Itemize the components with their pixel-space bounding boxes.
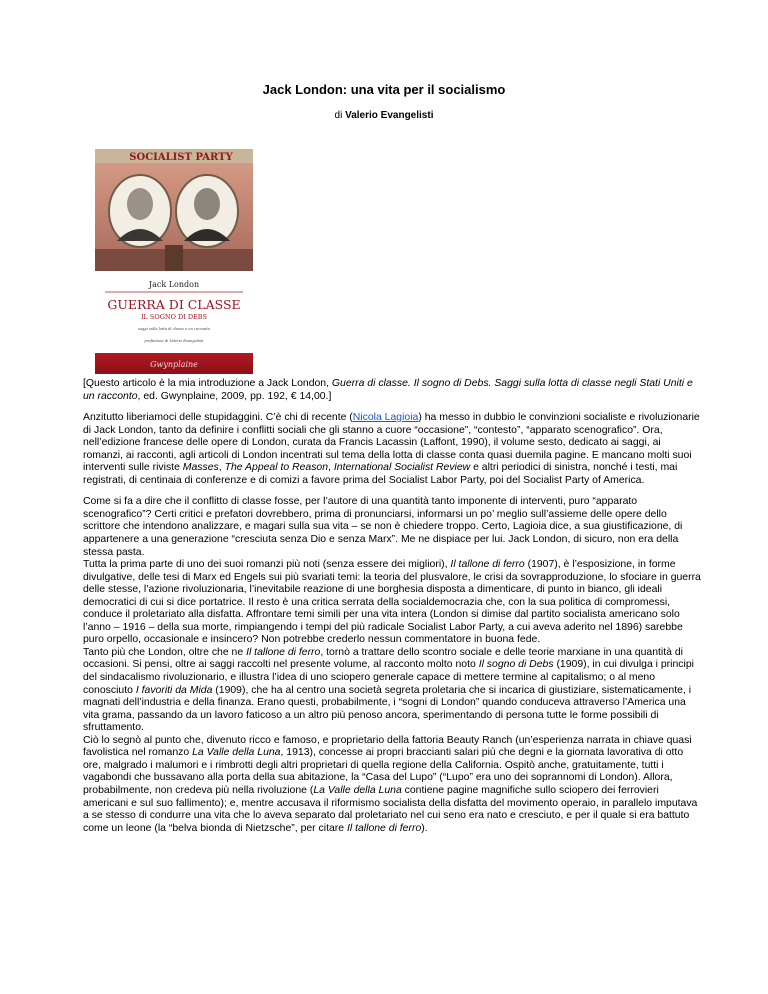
book-cover-image	[95, 149, 253, 374]
paragraph-3	[83, 559, 703, 647]
article-title: Jack London: una vita per il socialismo	[262, 82, 506, 97]
intro-note	[83, 378, 703, 403]
intro-text: [Questo articolo è la mia introduzione a Jack London,	[83, 378, 332, 389]
p1-review: International Socialist Review	[333, 462, 471, 474]
paragraph-4	[83, 647, 703, 735]
cover-small-line: saggi sulla lotta di classe e un racconto	[138, 327, 210, 331]
p3-title: Il tallone di ferro	[450, 559, 525, 571]
paragraph-1	[83, 412, 703, 487]
paragraph-5	[83, 735, 703, 835]
p1-text-2: ) ha messo in dubbio le convinzioni socialiste e rivoluzionarie di Jack London, tanto da definire i conflitti sociali che gli stanno a cuore “occasione”, “contesto”, “apparato scenografico”. Ora, nell’edizione francese delle opere di London, curata da Francis Lacassin (Laffont, 1990), il volume sesto, dedicato ai saggi, ai romanzi, ai racconti, agli articoli di London incentrati sul tema della lotta di classe conta quasi duemila pagine. E mancano molti suoi interventi sulle riviste	[83, 412, 700, 474]
p1-appeal: The Appeal to Reason	[224, 462, 329, 474]
p1-sep: ,	[218, 462, 225, 474]
p4-text-2: , tornò a trattare dello scontro sociale e delle teorie marxiane in una quantità di occasioni. Si pensi, oltre ai saggi raccolti nel presente volume, al racconto molto noto	[83, 646, 683, 671]
cover-publisher: Gwynplaine	[150, 360, 198, 369]
p3-text-2: (1907), è l’esposizione, in forme divulgative, delle tesi di Marx ed Engels sui più svariati temi: la teoria del plusvalore, le crisi da sovrapproduzione, lo sfociare in guerra delle stesse, l’azione rivoluzionaria, l’inevitabile reazione di une borghesia disposta a dimenticare, di punto in bianco, gli ideali democratici di cui si dice portatrice. Il resto è una critica serrata della socialdemocrazia che, con la sua politica di compromessi, conduce il proletariato alla disfatta. Affrontare temi simili per una vita intera (London si dimise dal partito socialista americano solo l’anno – 1916 – della sua morte, rimpiangendo i tempi del più radicale Socialist Labor Party, a cui aveva aderito nel 1896) sarebbe puro orpello, occasionale e insincero? Non potrebbe crederlo nessun commentatore in buona fede.	[83, 559, 701, 646]
p1-text: Anzitutto liberiamoci delle stupidaggini. C’è chi di recente (	[83, 412, 353, 424]
p4-text-3: (1909), in cui divulga i principi del sindacalismo rivoluzionario, e illustra l’idea di uno sciopero generale capace di mettere termine al capitalismo; o al meno conosciuto	[83, 659, 694, 696]
intro-text-end: , ed. Gwynplaine, 2009, pp. 192, € 14,00.]	[137, 390, 332, 402]
cover-banner: SOCIALIST PARTY	[129, 152, 233, 163]
cover-preface: prefazione di Valerio Evangelisti	[144, 339, 204, 343]
p5-title-3: Il tallone di ferro	[346, 822, 422, 834]
p1-masses: Masses	[182, 462, 219, 474]
p1-sep-2: ,	[328, 462, 334, 474]
intro-book-title: Guerra di classe. Il sogno di Debs. Saggi sulla lotta di classe negli Stati Uniti e un racconto	[83, 378, 693, 402]
author-name: Valerio Evangelisti	[345, 110, 434, 121]
cover-title: GUERRA DI CLASSE	[107, 297, 241, 312]
cover-author: Jack London	[148, 280, 200, 289]
p4-text: Tanto più che London, oltre che ne	[83, 646, 247, 658]
p4-title-1: Il tallone di ferro	[246, 646, 321, 658]
p1-text-3: e altri periodici di sinistra, nonché i testi, mai registrati, di centinaia di conferenze e di comizi a favore prima del Socialist Labor Party, poi del Socialist Party of America.	[83, 462, 678, 486]
article-body	[83, 378, 703, 835]
byline	[83, 110, 685, 121]
p4-text-4: (1909), che ha al centro una società segreta proletaria che si incarica di giustiziare, sistematicamente, i magnati dell’industria e della finanza. Erano questi, probabilmente, i “sogni di London” quando conduceva attraverso l’America una vita grama, passando da un lavoro faticoso a un altro più penoso ancora, sperimentando di persona tutte le forme possibili di sfruttamento.	[83, 684, 692, 734]
p5-text-2: , 1913), concesse ai propri braccianti salari più che degni e la giornata lavorativa di otto ore, malgrado i malumori e i rimbrotti degli altri proprietari di quella regione della California. Ospitò anche, gratuitamente, tutti i vagabondi che bussavano alla porta della sua abitazione, la “Casa del Lupo” (“Lupo” era uno dei soprannomi di London). Allora, probabilmente, non credeva più nella rivoluzione (	[83, 747, 684, 796]
nicola-lagioia-link[interactable]: Nicola Lagioia	[352, 412, 419, 424]
p4-title-2: Il sogno di Debs	[478, 659, 554, 671]
p5-title-2: La Valle della Luna	[313, 784, 402, 796]
cover-subtitle: IL SOGNO DI DEBS	[140, 313, 208, 321]
p3-text: Tutta la prima parte di uno dei suoi romanzi più noti (senza essere dei migliori),	[83, 559, 451, 571]
p4-title-3: I favoriti da Mida	[135, 684, 213, 696]
byline-prefix: di	[334, 110, 346, 121]
paragraph-2: Come si fa a dire che il conflitto di classe fosse, per l’autore di una quantità tanto imponente di interventi, puro “apparato scenografico”? Certi critici e prefatori dovrebbero, prima di pronunciarsi, informarsi un po’ meglio sull’assieme delle opere dello scrittore che intendono analizzare, e magari sulla sua vita – se non è chiedere troppo. Certo, Lagioia dice, a sua giustificazione, di appartenere a una generazione “cresciuta senza Dio e senza Marx”. Me ne dispiace per lui. Jack London, di sicuro, non era della stessa pasta.	[83, 496, 683, 558]
p5-text: Ciò lo segnò al punto che, divenuto ricco e famoso, e proprietario della fattoria Beauty Ranch (un’esperienza narrata in chiave quasi favolistica nel romanzo	[83, 734, 692, 759]
p5-text-3: contiene pagine magnifiche sullo sciopero dei ferrovieri americani e sul suo fallimento); e, mentre accusava il riformismo socialista della disfatta del movimento operaio, in parallelo imputava a se stesso di condurre una vita che lo aveva separato dal proletariato nel cui seno era nato e cresciuto, e per il quale si era battuto come un leone (la “belva bionda di Nietzsche”, per citare	[83, 784, 698, 834]
p5-text-4: ).	[421, 822, 428, 834]
p5-title-1: La Valle della Luna	[192, 747, 281, 759]
